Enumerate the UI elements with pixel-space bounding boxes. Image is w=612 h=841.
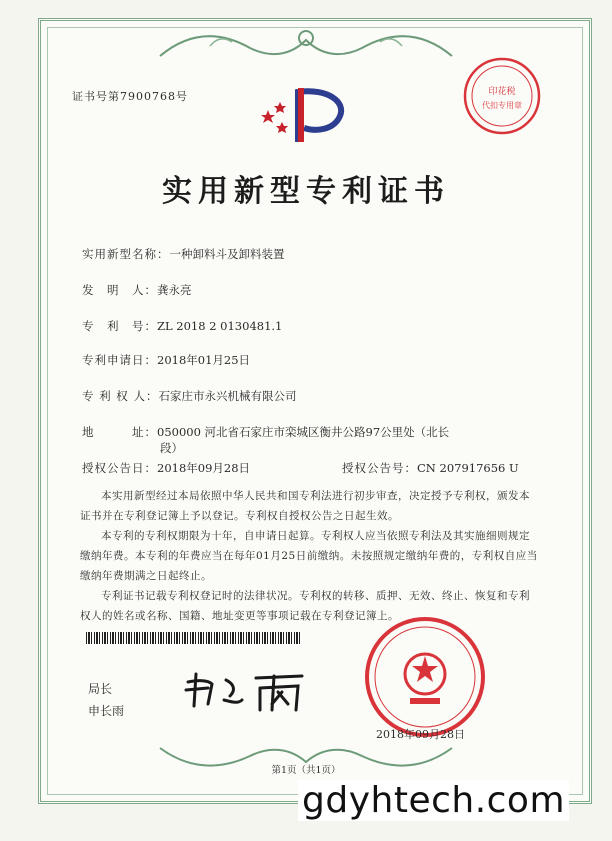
- handwritten-signature: [178, 660, 318, 720]
- inventor-row: [82, 282, 192, 298]
- certificate-number: 证书号第7900768号: [72, 90, 188, 103]
- official-seal: [350, 616, 500, 738]
- utility-name-row: [82, 246, 285, 262]
- filing-date-row: [82, 352, 250, 368]
- grant-date-value: 2018年09月28日: [157, 461, 251, 475]
- patent-number-label: 专 利 号：: [82, 319, 157, 333]
- inventor-label: 发 明 人：: [82, 283, 157, 297]
- barcode: [86, 632, 301, 644]
- grant-number-row: [342, 460, 519, 476]
- inventor-value: 龚永亮: [157, 283, 192, 297]
- patent-number-row: [82, 318, 282, 334]
- filing-date-label: 专利申请日：: [82, 353, 157, 367]
- utility-name-value: 一种卸料斗及卸料装置: [169, 247, 285, 261]
- patentee-value: 石家庄市永兴机械有限公司: [158, 389, 297, 403]
- paragraph-2: 本专利的专利权期限为十年，自申请日起算。专利权人应当依照专利法及其实施细则规定缴纳年费。本专利的年费应当在每年01月25日前缴纳。未按照规定缴纳年费的，专利权自应当缴纳年费期满之日起终止。: [80, 530, 538, 582]
- page-title: 实用新型专利证书: [162, 174, 450, 209]
- site-watermark: gdyhtech.com: [298, 780, 569, 821]
- stamp-inner-line2: 代扣专用章: [482, 101, 522, 110]
- patent-logo-icon: [258, 84, 350, 146]
- paragraph-3: 专利证书记载专利权登记时的法律状况。专利权的转移、质押、无效、终止、恢复和专利权人的姓名或名称、国籍、地址变更等事项记载在专利登记簿上。: [80, 590, 530, 622]
- page-number: 第1页（共1页）: [271, 765, 341, 776]
- address-label: 地 址：: [82, 425, 157, 439]
- grant-date-label: 授权公告日：: [82, 461, 157, 475]
- address-row: [82, 424, 449, 440]
- director-title: 局长: [88, 682, 113, 696]
- patentee-label: 专 利 权 人：: [82, 389, 159, 403]
- director-name: 申长雨: [88, 704, 125, 718]
- address-value-line1: 050000 河北省石家庄市栾城区衡井公路97公里处（北长: [157, 425, 450, 439]
- paragraph-1: 本实用新型经过本局依照中华人民共和国专利法进行初步审查，决定授予专利权，颁发本证书并在专利登记簿上予以登记。专利权自授权公告之日起生效。: [80, 490, 530, 522]
- patent-number-value: ZL 2018 2 0130481.1: [157, 319, 283, 333]
- stamp-inner-line1: 印花税: [488, 87, 516, 97]
- utility-name-label: 实用新型名称：: [82, 247, 170, 261]
- grant-number-value: CN 207917656 U: [417, 461, 519, 475]
- top-ornament: [150, 26, 462, 64]
- grant-number-label: 授权公告号：: [342, 461, 417, 475]
- grant-date-row: [82, 460, 250, 476]
- patentee-row: [82, 388, 296, 404]
- address-value-line2: 段）: [160, 441, 183, 455]
- seal-date: 2018年09月28日: [376, 728, 465, 741]
- tax-stamp: [462, 56, 542, 136]
- filing-date-value: 2018年01月25日: [157, 353, 251, 367]
